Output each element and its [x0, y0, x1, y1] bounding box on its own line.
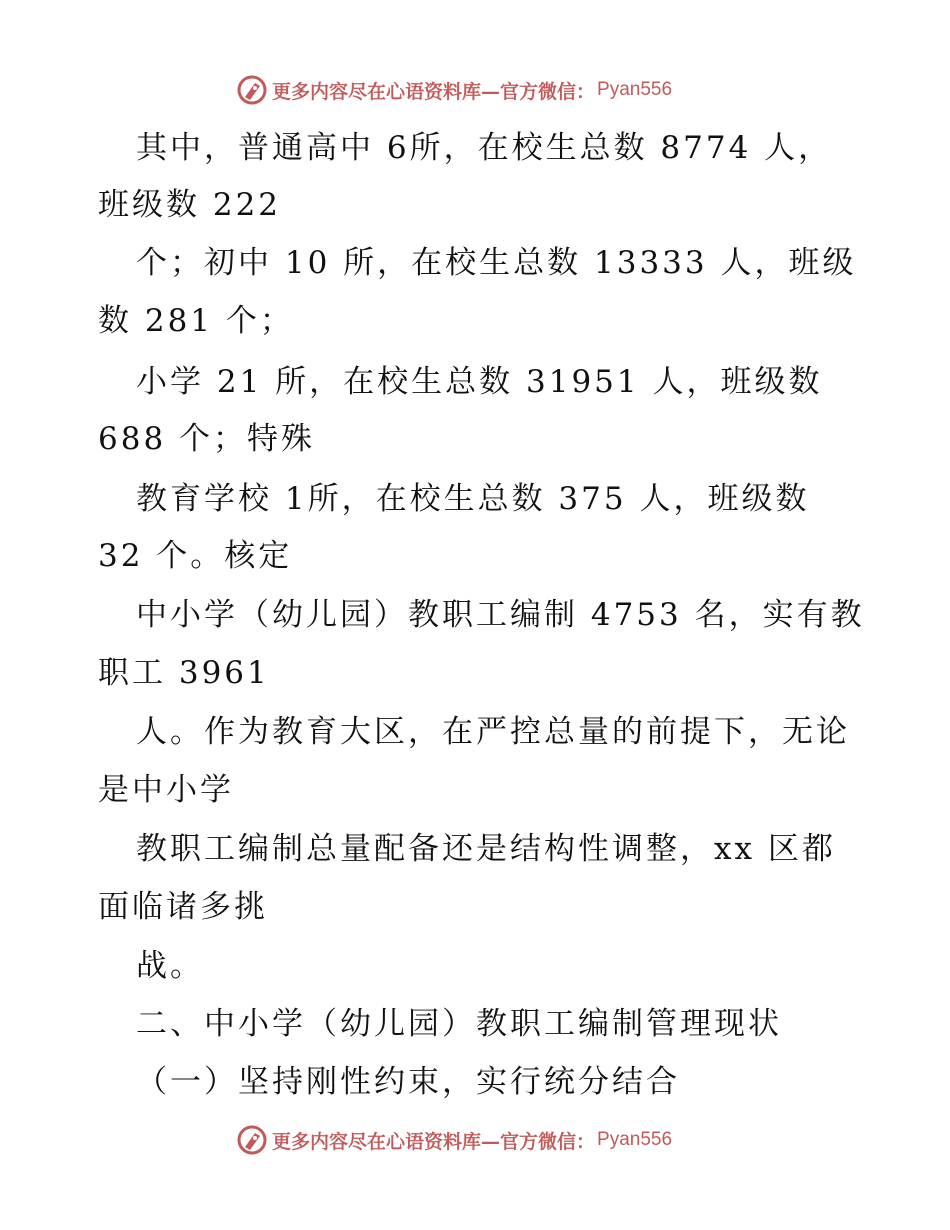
body-text-line: 小学 21 所，在校生总数 31951 人，班级数: [136, 364, 823, 400]
body-text-line: 个；初中 10 所，在校生总数 13333 人，班级: [136, 245, 857, 281]
body-text-line: 数 281 个；: [98, 303, 294, 339]
body-text-line: 人。作为教育大区，在严控总量的前提下，无论: [136, 714, 850, 750]
watermark-wechat-id: Pyan556: [597, 79, 673, 100]
body-text-line: 教育学校 1所，在校生总数 375 人，班级数: [136, 481, 810, 517]
body-text-line: 面临诸多挑: [98, 889, 268, 925]
body-text-line: 职工 3961: [98, 655, 270, 691]
footer-watermark-banner: [236, 1122, 672, 1158]
body-text-line: 教职工编制总量配备还是结构性调整，xx 区都: [136, 831, 836, 867]
body-text-line: 中小学（幼儿园）教职工编制 4753 名，实有教: [136, 597, 865, 633]
body-text-line: 其中，普通高中 6所，在校生总数 8774 人，: [136, 130, 833, 166]
body-text-line: 32 个。核定: [98, 538, 293, 574]
watermark-text: 更多内容尽在心语资料库—官方微信：: [272, 80, 596, 103]
header-watermark-banner: [236, 72, 672, 108]
subsection-heading: （一）坚持刚性约束，实行统分结合: [136, 1064, 680, 1100]
pen-nib-circle-icon: [236, 1124, 268, 1156]
section-heading: 二、中小学（幼儿园）教职工编制管理现状: [136, 1006, 782, 1042]
body-text-line: 688 个；特殊: [98, 421, 316, 457]
pen-nib-circle-icon: [236, 74, 268, 106]
body-text-line: 战。: [136, 948, 204, 984]
watermark-text: 更多内容尽在心语资料库—官方微信：: [272, 1130, 596, 1153]
body-text-line: 班级数 222: [98, 187, 282, 223]
watermark-wechat-id: Pyan556: [597, 1129, 673, 1150]
body-text-line: 是中小学: [98, 772, 234, 808]
